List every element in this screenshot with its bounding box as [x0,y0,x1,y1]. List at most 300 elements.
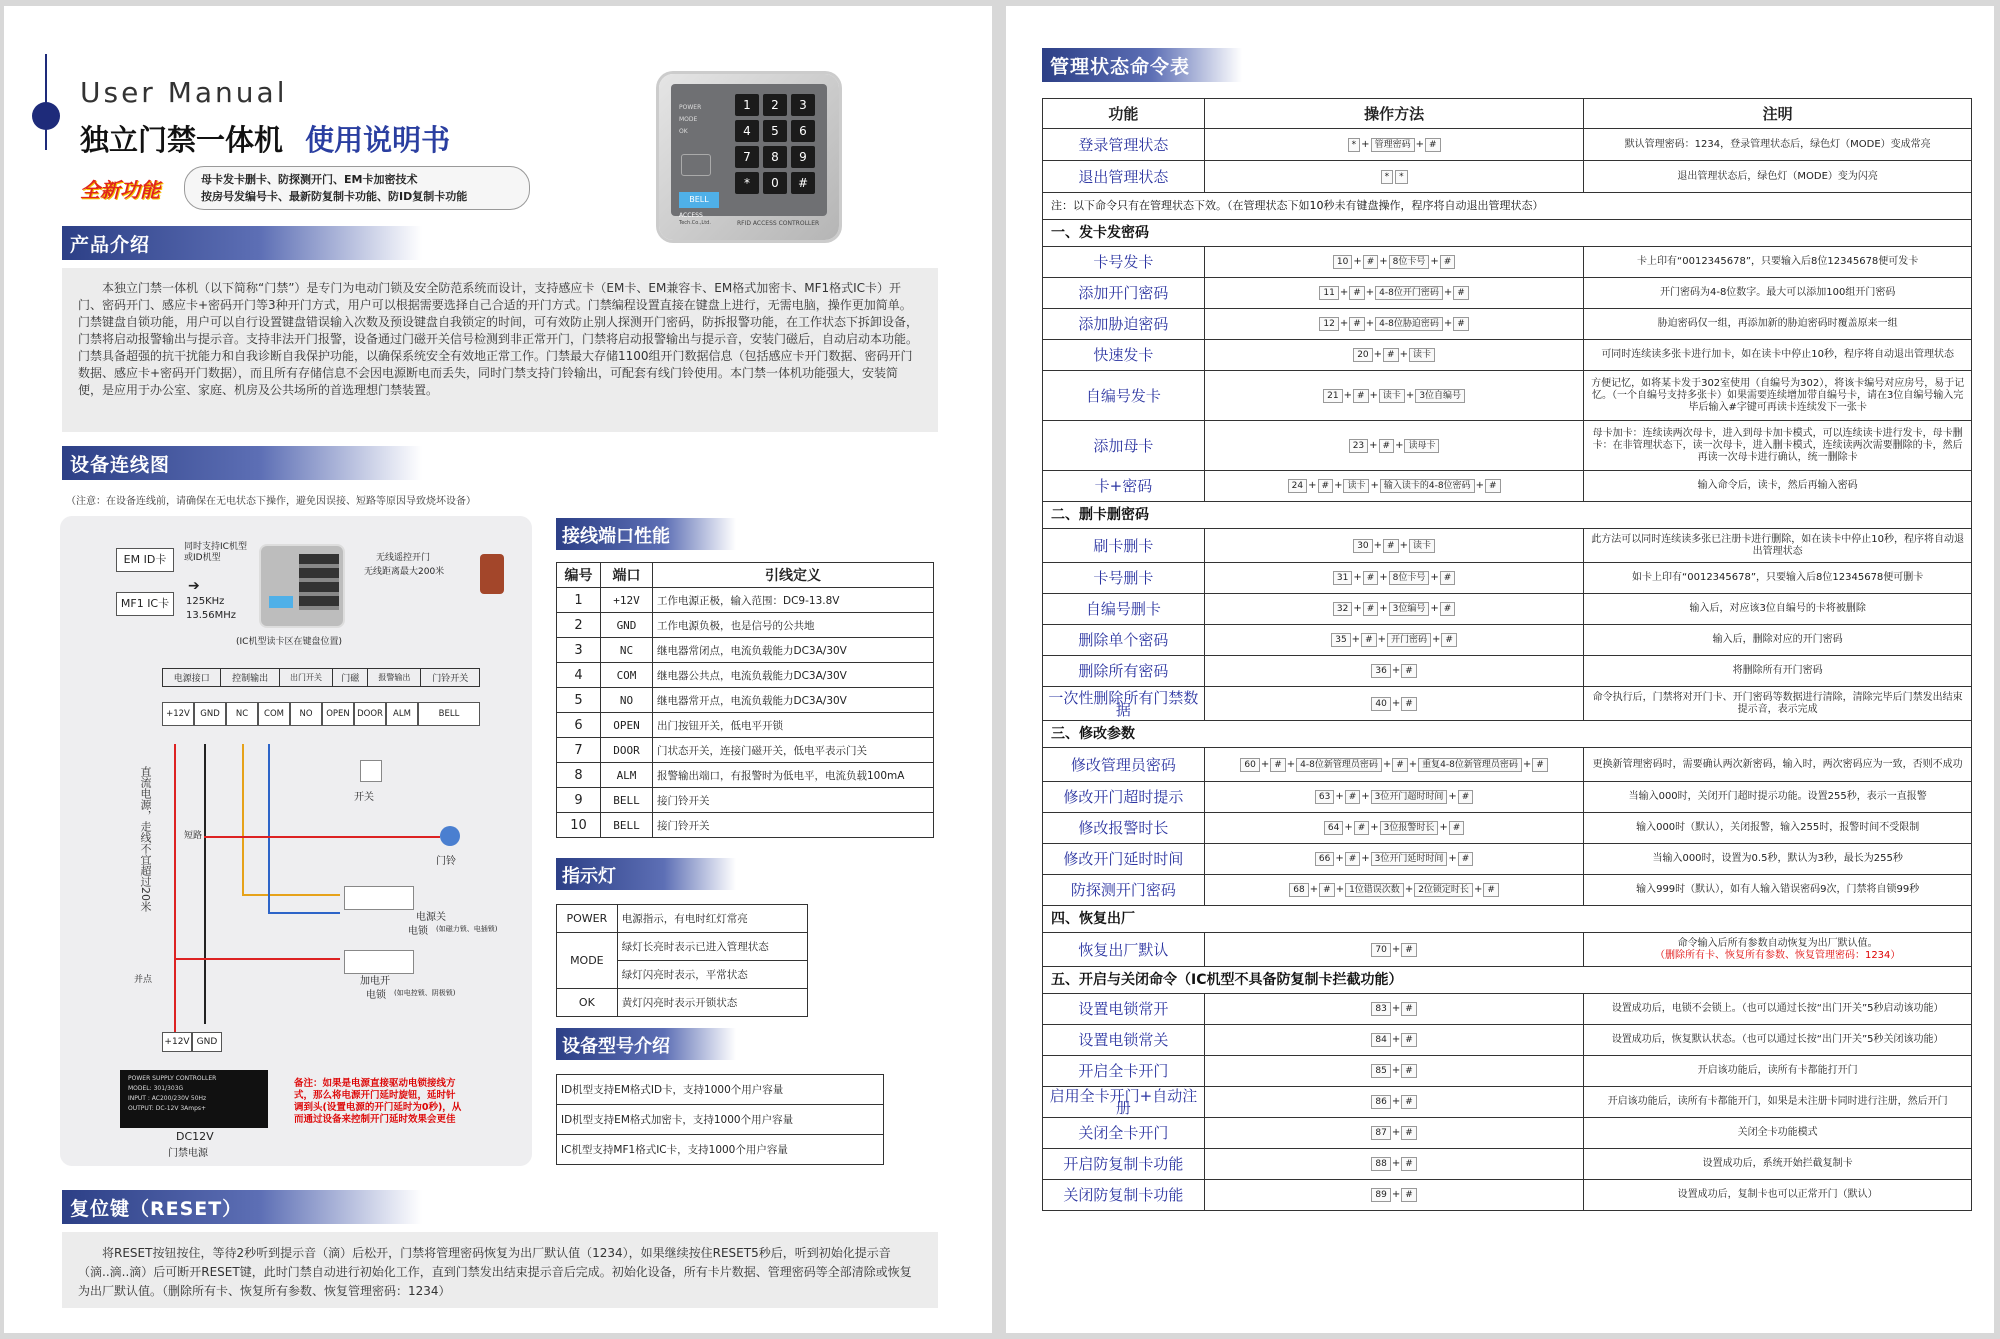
user-manual-label: User Manual [80,76,288,109]
command-row [1043,1118,1972,1149]
key-token: * [1395,170,1408,184]
freq-2: 13.56MHz [186,610,237,621]
reset-section-title: 复位键（RESET） [62,1190,422,1224]
key-token: 3位开门超时时间 [1371,790,1448,804]
key-token: # [1401,1002,1417,1016]
h-door: 门磁 [333,669,368,687]
plus-sign: + [1379,603,1388,614]
key-token: # [1440,255,1456,269]
h-ctrl: 控制输出 [221,669,279,687]
function-cell: 修改报警时长 [1043,813,1205,844]
terminal-bell: BELL [418,702,480,726]
lock-1-text: 电源关 [416,912,446,923]
wire-yellow [242,744,244,896]
function-cell: 开启全卡开门 [1043,1056,1205,1087]
product-description: 本独立门禁一体机（以下简称“门禁”）是专门为电动门锁及安全防范系统而设计，支持感应卡（EM卡、EM兼容卡、EM格式加密卡、MF1格式IC卡）开门、密码开门、感应卡+密码开门等3种开门方式，用户可以根据需要选择自己合适的开门方式。门禁编程设置直接在键盘上进行，无需电脑，操作更加简单。门禁键盘自锁功能，用户可以自行设置键盘错误输入次数及预设键盘自我锁定的时间，可有效防止别人探测开门密码，防拆报警功能，在工作状态下拆卸设备，门禁将启动报警输出与提示音。支持非法开门报警，设备通过门磁开关信号检测到非正常开门，门禁将启动报警输出与提示音，安装门磁后，自动启动本功能。门禁具备超强的抗干扰能力和自我诊断自我保护功能，以确保系统安全有效地正常工作。门禁最大存储1100组开门数据信息（包括感应卡开门数据、密码开门数据、感应卡+密码开门数据），而且所有存储信息不会因电源断电而丢失，同时门禁支持门铃输出，可配套有线门铃使用。本门禁一体机功能强大，安装简便，是应用于办公室、家庭、机房及公共场所的首选理想门禁装置。 [62,268,938,432]
port-number: 4 [557,663,601,688]
note-text-red: （删除所有卡、恢复所有参数、恢复管理密码：1234） [1654,949,1901,961]
key-token: 40 [1371,697,1390,711]
note-cell [1584,748,1972,782]
plus-sign: + [1339,318,1349,329]
function-cell: 防探测开门密码 [1043,875,1205,906]
wiring-section-title: 设备连线图 [62,446,422,480]
command-row [1043,748,1972,782]
plus-sign: + [1335,884,1345,895]
command-table-title: 管理状态命令表 [1042,48,1242,82]
note-text: 输入000时（默认），关闭报警，输入255时，报警时间不受限制 [1636,822,1920,833]
port-number: 7 [557,738,601,763]
key-token: # [1453,317,1469,331]
plus-sign: + [1373,349,1383,360]
switch-label: 开关 [354,792,374,803]
note-text: 可同时连续读多张卡进行加卡，如在读卡中停止10秒，程序将自动退出管理状态 [1601,349,1955,360]
remote-text-1: 无线遥控开门 [376,553,431,563]
warning-note: 注：以下命令只有在管理状态下效。（在管理状态下如10秒未有键盘操作，程序将自动退出管理状态） [1043,193,1972,220]
note-text: 此方法可以同时连续读多张已注册卡进行删除，如在读卡中停止10秒，程序将自动退出管理状态 [1591,533,1965,557]
key-token: # [1532,758,1548,772]
note-text: 输入后，删除对应的开门密码 [1712,634,1843,645]
operation-cell [1204,161,1584,193]
plus-sign: + [1432,634,1441,645]
key-token: 35 [1331,633,1350,647]
group-row [1043,502,1972,529]
keypad-key: * [735,172,759,194]
note-cell [1584,161,1972,193]
device-brand-sub: Tech.Co.,Ltd. [679,220,711,226]
note-text: 命令执行后，门禁将对开门卡、开门密码等数据进行清除，清除完毕后门禁发出结束提示音，表示完成 [1592,691,1963,715]
led-mode: MODE [557,933,618,989]
leds-table [556,904,808,1017]
key-token: 4-8位胁迫密码 [1375,317,1443,331]
key-token: * [1381,170,1394,184]
port-name: GND [601,613,653,638]
key-token: 读卡 [1379,389,1405,403]
plus-sign: + [1408,758,1418,770]
lock-2-icon [344,950,414,974]
function-cell: 启用全卡开门+自动注册 [1043,1087,1205,1118]
wire-short-h [204,836,440,838]
port-row [557,588,934,613]
plus-sign: + [1391,1158,1401,1169]
plus-sign: + [1473,884,1483,895]
port-row [557,613,934,638]
keypad-key: 7 [735,146,759,168]
key-token: # [1318,479,1334,493]
command-row [1043,1180,1972,1211]
function-cell: 修改开门延时时间 [1043,844,1205,875]
bottom-gnd: GND [192,1032,222,1052]
port-name: ALM [601,763,653,788]
key-token: 36 [1371,664,1390,678]
key-token: # [1425,138,1441,152]
note-text: 设置成功后，恢复默认状态。（也可以通过长按“出门开关”5秒关闭该功能） [1611,1034,1944,1045]
plus-sign: + [1361,138,1370,150]
function-cell: 关闭全卡开门 [1043,1118,1205,1149]
group-title: 三、修改参数 [1043,721,1972,748]
note-text: 设置成功后，电锁不会锁上。（也可以通过长按“出门开关”5秒启动该功能） [1611,1003,1944,1014]
keypad-key: 6 [791,120,815,142]
key-token: 24 [1288,479,1307,493]
function-cell: 设置电锁常开 [1043,994,1205,1025]
model-row-2: ID机型支持EM格式加密卡，支持1000个用户容量 [557,1105,884,1135]
group-row [1043,721,1972,748]
note-cell [1584,875,1972,906]
key-token: 89 [1371,1188,1390,1202]
terminal-alm: ALM [386,702,418,726]
note-text: 卡上印有“0012345678”，只要输入后8位12345678便可发卡 [1637,256,1919,267]
note-text: 当输入000时，设置为0.5秒，默认为3秒，最长为255秒 [1652,853,1903,864]
key-token: # [1453,286,1469,300]
plus-sign: + [1399,349,1408,360]
operation-cell [1204,129,1584,161]
plus-sign: + [1404,884,1414,895]
note-text: 开启该功能后，读所有卡都能打开门 [1697,1065,1858,1076]
cmd-h-note: 注明 [1584,99,1972,129]
operation-cell [1204,421,1584,471]
key-token: # [1440,571,1456,585]
command-row [1043,1056,1972,1087]
command-row [1043,1025,1972,1056]
port-definition: 继电器公共点，电流负载能力DC3A/30V [653,663,934,688]
key-token: # [1483,883,1499,897]
psu-output: OUTPUT: DC-12V 3Amps+ [128,1105,207,1112]
key-token: # [1349,317,1365,331]
key-token: # [1363,602,1379,616]
psu-name: DC12V [176,1130,214,1143]
key-token: # [1379,439,1395,453]
arrow-right-icon: ➔ [188,578,200,594]
reader-position-note: (IC机型读卡区在键盘位置) [236,637,342,647]
plus-sign: + [1369,439,1378,451]
wire-red-h [174,958,340,960]
terminal-nc: NC [226,702,258,726]
plus-sign: + [1391,697,1401,709]
port-definition: 报警输出端口，有报警时为低电平，电流负载100mA [653,763,934,788]
key-token: 11 [1319,286,1338,300]
plus-sign: + [1391,943,1401,955]
card-area-icon [681,154,711,176]
port-row [557,688,934,713]
function-cell: 退出管理状态 [1043,161,1205,193]
operation-cell [1204,594,1584,625]
port-definition: 工作电源正极，输入范围：DC9-13.8V [653,588,934,613]
note-text: 输入命令后，读卡，然后再输入密码 [1697,480,1858,491]
key-token: # [1354,821,1370,835]
operation-cell [1204,1056,1584,1087]
led-mode-label: MODE [679,116,698,123]
key-token: 读卡 [1409,348,1435,362]
key-token: # [1449,821,1465,835]
plus-sign: + [1365,318,1375,329]
port-number: 6 [557,713,601,738]
port-name: OPEN [601,713,653,738]
ports-section-title: 接线端口性能 [556,518,736,550]
note-text: 开门密码为4-8位数字。最大可以添加100组开门密码 [1659,287,1896,298]
plus-sign: + [1373,539,1383,551]
ports-h-def: 引线定义 [653,563,934,588]
note-cell [1584,844,1972,875]
freq-1: 125KHz [186,596,225,607]
note-text: 输入999时（默认），如有人输入错误密码9次，门禁将自锁99秒 [1636,884,1920,895]
plus-sign: + [1308,480,1317,491]
plus-sign: + [1430,256,1439,267]
operation-cell [1204,1118,1584,1149]
model-row-1: ID机型支持EM格式ID卡，支持1000个用户容量 [557,1075,884,1105]
product-section-title: 产品介绍 [62,226,422,260]
lcd-display: BELL [679,192,719,208]
note-cell [1584,471,1972,502]
psu-box [120,1070,268,1128]
function-cell: 刷卡删卡 [1043,529,1205,563]
title-text: 独立门禁一体机 [80,123,284,157]
lock-2-text: 加电开 [360,976,390,987]
plus-sign: + [1475,480,1484,491]
wiring-remark: 备注：如果是电源直接驱动电锁接线方式，那么将电源开门延时旋钮，延时针调到头(设置电源的开门延时为0秒)，从而通过设备来控制开门延时效果会更佳 [294,1078,462,1125]
port-name: +12V [601,588,653,613]
group-row [1043,906,1972,933]
leds-section-title: 指示灯 [556,858,736,890]
note-text: 将删除所有开门密码 [1732,665,1823,676]
command-row [1043,471,1972,502]
keypad-key: 4 [735,120,759,142]
plus-sign: + [1361,791,1370,802]
key-token: 70 [1371,943,1390,957]
key-token: # [1401,1188,1417,1202]
port-name: BELL [601,788,653,813]
key-token: 8位卡号 [1389,255,1430,269]
key-token: 管理密码 [1371,138,1415,152]
command-row [1043,1149,1972,1180]
command-row [1043,161,1972,193]
small-device-icon [259,544,345,628]
key-token: # [1345,790,1361,804]
subtitle-text: 使用说明书 [305,123,451,157]
key-token: # [1319,883,1335,897]
port-row [557,738,934,763]
note-cell [1584,1087,1972,1118]
wire-black [204,744,206,1024]
key-token: # [1401,943,1417,957]
port-row [557,788,934,813]
function-cell: 卡号发卡 [1043,247,1205,278]
device-model-label: RFID ACCESS CONTROLLER [737,220,820,227]
port-number: 2 [557,613,601,638]
key-token: 10 [1333,255,1352,269]
operation-cell [1204,1180,1584,1211]
port-name: COM [601,663,653,688]
plus-sign: + [1391,1096,1401,1107]
keypad-key: 3 [791,94,815,116]
key-token: 重复4-8位新管理员密码 [1418,758,1522,772]
group-title: 一、发卡发密码 [1043,220,1972,247]
note-text: 胁迫密码仅一组，再添加新的胁迫密码时覆盖原来一组 [1657,318,1898,329]
command-row [1043,656,1972,687]
key-token: # [1392,758,1408,772]
note-text: 设置成功后，复制卡也可以正常开门（默认） [1677,1189,1878,1200]
port-definition: 出门按钮开关，低电平开锁 [653,713,934,738]
port-name: NO [601,688,653,713]
plus-sign: + [1395,439,1404,451]
key-token: 4-8位新管理员密码 [1296,758,1382,772]
operation-cell [1204,309,1584,340]
operation-cell [1204,748,1584,782]
wire-blue-h [268,912,340,914]
operation-cell [1204,994,1584,1025]
plus-sign: + [1522,758,1532,770]
command-row [1043,309,1972,340]
port-definition: 门状态开关，连接门磁开关，低电平表示门关 [653,738,934,763]
operation-cell [1204,625,1584,656]
models-section-title: 设备型号介绍 [556,1028,736,1060]
key-token: 2位锁定时长 [1414,883,1473,897]
left-page [4,6,992,1333]
port-definition: 工作电源负极，也是信号的公共地 [653,613,934,638]
command-row [1043,933,1972,967]
plus-sign: + [1353,572,1362,583]
plus-sign: + [1286,758,1296,770]
keypad-key: # [791,172,815,194]
key-token: 3位报警时长 [1380,821,1439,835]
key-token: # [1401,697,1417,711]
plus-sign: + [1335,791,1344,802]
plus-sign: + [1391,1065,1401,1076]
note-cell [1584,421,1972,471]
plus-sign: + [1369,389,1378,401]
operation-cell [1204,563,1584,594]
operation-cell [1204,782,1584,813]
key-token: 3位编号 [1389,602,1430,616]
plus-sign: + [1448,791,1457,802]
command-row [1043,247,1972,278]
command-row [1043,625,1972,656]
command-row [1043,994,1972,1025]
function-cell: 添加胁迫密码 [1043,309,1205,340]
note-text: 方便记忆，如将某卡发于302室使用（自编号为302），将该卡编号对应房号，易于记忆。（一个自编号支持多张卡）如果需要连续增加带自编号卡，请在3位自编号输入完毕后输入#字键可再读卡连续发下一张卡 [1591,377,1965,413]
key-token: 66 [1315,852,1334,866]
key-token: # [1345,852,1361,866]
group-title: 四、恢复出厂 [1043,906,1972,933]
group-title: 二、删卡删密码 [1043,502,1972,529]
command-row [1043,594,1972,625]
note-cell [1584,1056,1972,1087]
keypad-key: 9 [791,146,815,168]
h-bell: 门铃开关 [421,669,480,687]
note-cell [1584,1180,1972,1211]
key-token: 86 [1371,1095,1390,1109]
keypad-key: 0 [763,172,787,194]
operation-cell [1204,471,1584,502]
command-row [1043,371,1972,421]
command-row [1043,687,1972,721]
operation-cell [1204,371,1584,421]
plus-sign: + [1343,389,1352,401]
operation-cell [1204,933,1584,967]
key-token: # [1401,1033,1417,1047]
key-token: 3位开门延时时间 [1371,852,1448,866]
function-cell: 设置电锁常关 [1043,1025,1205,1056]
key-token: # [1270,758,1286,772]
plus-sign: + [1353,256,1362,267]
key-token: 读卡 [1409,539,1435,553]
h-power: 电源接口 [163,669,221,687]
keypad-key: 5 [763,120,787,142]
cmd-h-operation: 操作方法 [1204,99,1584,129]
plus-sign: + [1391,665,1401,676]
ports-h-num: 编号 [557,563,601,588]
operation-cell [1204,844,1584,875]
lock-1c-text: (如磁力锁、电插锁) [436,925,498,933]
note-text: 关闭全卡功能模式 [1737,1127,1818,1138]
bottom-12v: +12V [162,1032,192,1052]
terminal-com: COM [258,702,290,726]
feature-box [184,166,530,210]
function-cell: 修改开门超时提示 [1043,782,1205,813]
cmd-h-function: 功能 [1043,99,1205,129]
plus-sign: + [1391,1034,1401,1045]
note-cell [1584,1118,1972,1149]
function-cell: 删除所有密码 [1043,656,1205,687]
port-number: 9 [557,788,601,813]
port-number: 1 [557,588,601,613]
terminal-door: DOOR [354,702,386,726]
plus-sign: + [1344,822,1353,833]
key-token: # [1363,571,1379,585]
plus-sign: + [1365,287,1375,298]
note-text: 命令输入后所有参数自动恢复为出厂默认值。 [1677,937,1878,949]
plus-sign: + [1415,138,1424,150]
device-brand: ACCESS [679,212,703,219]
function-cell: 恢复出厂默认 [1043,933,1205,967]
function-cell: 添加开门密码 [1043,278,1205,309]
command-row [1043,782,1972,813]
function-cell: 自编号发卡 [1043,371,1205,421]
function-cell: 卡+密码 [1043,471,1205,502]
plus-sign: + [1382,758,1392,770]
key-token: 21 [1323,389,1342,403]
port-name: BELL [601,813,653,838]
psu-input: INPUT : AC200/230V 50Hz [128,1095,207,1102]
psu-name-2: 门禁电源 [168,1148,208,1159]
key-token: # [1458,790,1474,804]
led-power: POWER [557,905,618,933]
new-feature-badge: 全新功能 [80,178,160,202]
plus-sign: + [1430,572,1439,583]
note-text: 更换新管理密码时，需要确认两次新密码，输入时，两次密码应为一致，否则不成功 [1592,758,1963,770]
key-token: 20 [1353,348,1372,362]
mf-card-box: MF1 IC卡 [116,592,174,616]
operation-cell [1204,1149,1584,1180]
port-name: DOOR [601,738,653,763]
bell-label: 门铃 [436,856,456,867]
port-row [557,638,934,663]
note-text: 如卡上印有“0012345678”，只要输入后8位12345678便可删卡 [1632,572,1924,583]
command-row [1043,844,1972,875]
operation-cell [1204,813,1584,844]
models-table [556,1074,884,1165]
key-token: # [1401,1157,1417,1171]
psu-title: POWER SUPPLY CONTROLLER [128,1075,217,1082]
note-text: 默认管理密码：1234，登录管理状态后，绿色灯（MODE）变成常亮 [1624,138,1931,150]
port-number: 5 [557,688,601,713]
key-token: 3位自编号 [1415,389,1465,403]
function-cell: 快速发卡 [1043,340,1205,371]
function-cell: 关闭防复制卡功能 [1043,1180,1205,1211]
plus-sign: + [1260,758,1270,770]
note-cell [1584,371,1972,421]
plus-sign: + [1334,480,1343,491]
key-token: 8位卡号 [1389,571,1430,585]
plus-sign: + [1430,603,1439,614]
